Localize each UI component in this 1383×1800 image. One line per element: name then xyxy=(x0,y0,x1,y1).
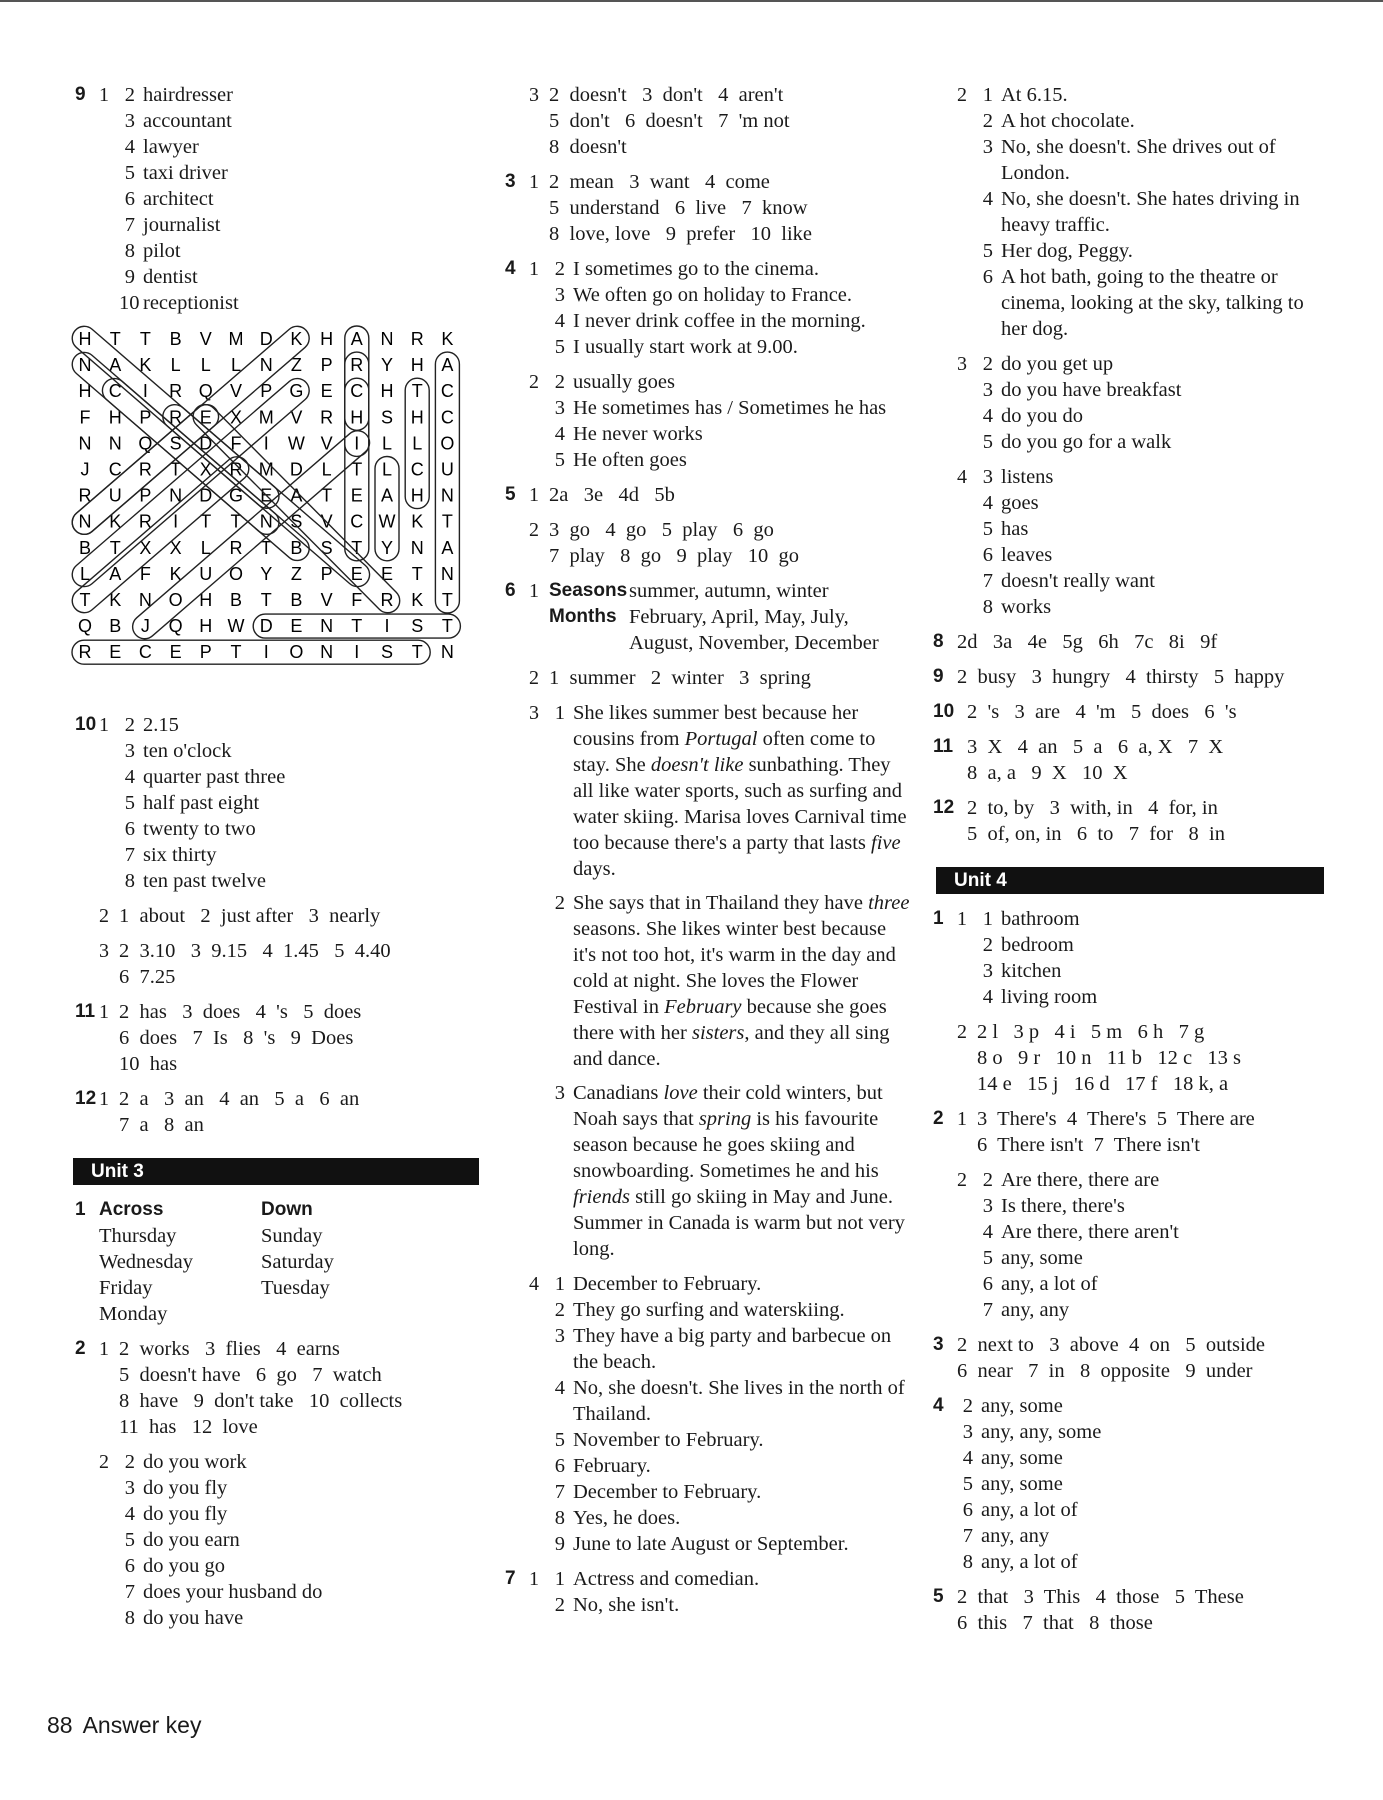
grid-letter: C xyxy=(350,511,364,532)
grid-letter: C xyxy=(108,459,122,480)
grid-letter: H xyxy=(320,329,334,349)
grid-letter: B xyxy=(169,329,182,349)
grid-letter: B xyxy=(78,537,92,558)
grid-letter: S xyxy=(320,537,333,558)
grid-letter: N xyxy=(320,642,334,663)
grid-letter: I xyxy=(173,511,179,532)
grid-letter: C xyxy=(138,642,152,663)
exercise-9 xyxy=(75,82,475,316)
grid-letter: V xyxy=(320,433,333,454)
grid-letter: L xyxy=(321,459,332,480)
exercise-7-part-4: 4 3 listens 4 goes 5 has 6 leaves 7 doesn't really want 8 works xyxy=(957,466,1155,618)
grid-letter: R xyxy=(410,329,424,349)
grid-letter: H xyxy=(410,355,424,376)
answer-list xyxy=(119,82,475,316)
grid-letter: P xyxy=(139,485,152,506)
exercise-10: 10 1 2 2.15 3 ten o'clock 4 quarter past three 5 half past eight 6 twenty to two 7 six thirty 8 ten past twelve xyxy=(75,712,475,894)
grid-letter: I xyxy=(263,433,269,454)
grid-letter: E xyxy=(350,485,363,506)
grid-letter: T xyxy=(79,590,91,610)
exercise-12: 12 1 2 a 3 an 4 an 5 a 6 an 7 a 8 an xyxy=(75,1088,360,1136)
grid-letter: V xyxy=(320,590,333,610)
list-item: 8 ten past twelve xyxy=(124,870,266,892)
grid-letter: T xyxy=(230,511,242,532)
grid-letter: N xyxy=(259,511,273,532)
grid-letter: B xyxy=(109,616,122,637)
grid-letter: N xyxy=(320,616,334,637)
exercise-8: 8 2d 3a 4e 5g 6h 7c 8i 9f xyxy=(933,631,1218,653)
grid-letter: E xyxy=(380,563,394,584)
exercise-11: 11 3 X 4 an 5 a 6 a, X 7 X 8 a, a 9 X 10 X xyxy=(933,736,1224,784)
word-search-grid xyxy=(70,325,465,700)
grid-letter: U xyxy=(199,563,213,584)
grid-letter: H xyxy=(410,485,424,506)
grid-letter: X xyxy=(169,537,182,558)
exercise-7: 7 1 1 Actress and comedian. 2 No, she isn't. xyxy=(505,1568,760,1616)
answer-loop xyxy=(72,640,430,664)
grid-letter: R xyxy=(229,537,243,558)
grid-letter: R xyxy=(78,642,92,663)
list-item: 7 journalist xyxy=(124,214,221,236)
grid-letter: V xyxy=(320,511,333,532)
down-label: Down xyxy=(261,1199,313,1220)
word-search-svg xyxy=(70,325,465,700)
grid-letter: N xyxy=(440,485,454,506)
grid-letter: M xyxy=(258,459,274,480)
grid-letter: A xyxy=(441,537,454,558)
grid-letter: P xyxy=(320,355,333,376)
grid-letter: N xyxy=(440,642,454,663)
grid-letter: D xyxy=(259,329,273,349)
grid-letter: N xyxy=(410,537,424,558)
exercise-12: 12 2 to, by 3 with, in 4 for, in 5 of, on, in 6 to 7 for 8 in xyxy=(933,797,1225,845)
grid-letter: K xyxy=(109,511,122,532)
grid-letter: W xyxy=(227,616,245,637)
grid-letter: Y xyxy=(380,537,394,558)
grid-letter: N xyxy=(108,433,122,454)
grid-letter: D xyxy=(289,459,303,480)
u4-exercise-1: 1 1 1 bathroom 2 bedroom 3 kitchen 4 living room xyxy=(933,908,1098,1008)
grid-letter: X xyxy=(199,459,212,480)
exercise-10: 10 2 's 3 are 4 'm 5 does 6 's xyxy=(933,701,1237,723)
grid-letter: O xyxy=(228,563,244,584)
grid-letter: N xyxy=(380,329,394,349)
grid-letter: R xyxy=(380,590,394,610)
grid-letter: M xyxy=(228,329,244,349)
u4-exercise-1-part-2: 2 2 l 3 p 4 i 5 m 6 h 7 g 8 o 9 r 10 n 11 b 12 c 13 s 14 e 15 j 16 d 17 f 18 k, a xyxy=(957,1021,1242,1095)
list-item: 5 taxi driver xyxy=(124,162,228,184)
grid-letter: K xyxy=(139,355,152,376)
grid-letter: O xyxy=(289,642,304,663)
u4-exercise-3: 3 2 next to 3 above 4 on 5 outside 6 near 7 in 8 opposite 9 under xyxy=(933,1334,1266,1382)
grid-letter: T xyxy=(441,590,453,610)
grid-letter: T xyxy=(109,537,121,558)
grid-letter: G xyxy=(228,485,244,506)
grid-letter: K xyxy=(169,563,182,584)
grid-letter: D xyxy=(259,616,273,637)
grid-letter: H xyxy=(78,329,92,349)
list-item: 2 hairdresser xyxy=(124,84,233,106)
grid-letter: B xyxy=(229,590,243,610)
exercise-11: 11 1 2 has 3 does 4 's 5 does 6 does 7 Is 8 's 9 Does 10 has xyxy=(75,1001,362,1075)
grid-letter: T xyxy=(170,459,182,480)
list-item: 6 architect xyxy=(124,188,214,210)
grid-letter: K xyxy=(411,590,424,610)
grid-letter: Q xyxy=(198,381,213,402)
grid-letter: H xyxy=(350,407,364,428)
grid-letter: W xyxy=(378,511,396,532)
column-3 xyxy=(933,82,1333,1645)
grid-letter: T xyxy=(411,381,423,402)
grid-letter: L xyxy=(381,459,393,480)
grid-letter: L xyxy=(412,433,423,454)
grid-letter: A xyxy=(350,329,363,349)
grid-letter: R xyxy=(169,407,183,428)
grid-letter: I xyxy=(354,433,360,454)
grid-letter: E xyxy=(199,407,212,428)
list-item: 2 2.15 xyxy=(124,714,179,736)
grid-letter: N xyxy=(78,511,92,532)
grid-letter: N xyxy=(440,563,454,584)
grid-letter: L xyxy=(200,537,211,558)
grid-letter: L xyxy=(381,433,393,454)
answer-loop xyxy=(188,400,405,618)
grid-letter: R xyxy=(169,381,183,402)
grid-letter: T xyxy=(321,485,333,506)
page-number: 88 xyxy=(47,1712,73,1738)
grid-letter: K xyxy=(109,590,122,610)
list-item: 3 ten o'clock xyxy=(124,740,232,762)
grid-letter: E xyxy=(109,642,122,663)
grid-letter: T xyxy=(441,511,453,532)
grid-letter: W xyxy=(287,433,305,454)
grid-letter: T xyxy=(351,616,363,637)
grid-letter: A xyxy=(290,485,303,506)
grid-letter: S xyxy=(290,511,303,532)
grid-letter: E xyxy=(350,563,363,584)
grid-letter: Q xyxy=(138,433,153,454)
exercise-number: 9 xyxy=(75,84,86,105)
exercise-4-part-2: 2 2 usually goes 3 He sometimes has / Sometimes he has 4 He never works 5 He often goes xyxy=(529,371,887,471)
grid-letter: J xyxy=(140,616,150,637)
exercise-10-part-2: 2 1 about 2 just after 3 nearly xyxy=(99,905,381,927)
grid-letter: I xyxy=(384,616,390,637)
exercise-6-part-4: 4 1 December to February. 2 They go surfing and waterskiing. 3 They have a big party and barbecue on the beach. 4 No, she doesn't. She lives in the north of Thailand. 5 November to February. 6 February. 7 December to February. 8 Yes, he does. 9 June to late August or September. xyxy=(529,1273,905,1555)
grid-letter: A xyxy=(380,485,394,506)
exercise-7-part-2: 2 1 At 6.15. 2 A hot chocolate. 3 No, she doesn't. She drives out of London. 4 No, she doesn't. She hates driving in heavy traffic. 5 Her dog, Peggy. 6 A hot bath, going to the theatre or cinema, looking at the sky, talking to her dog. xyxy=(957,84,1304,340)
grid-letter: I xyxy=(142,381,148,402)
grid-letter: A xyxy=(109,563,122,584)
exercise-2: 2 1 2 works 3 flies 4 earns 5 doesn't have 6 go 7 watch 8 have 9 don't take 10 collects 11 has 12 love xyxy=(75,1338,403,1438)
footer-title: Answer key xyxy=(82,1712,202,1738)
exercise-2-part-2: 2 2 do you work 3 do you fly 4 do you fly 5 do you earn 6 do you go 7 does your husband do 8 do you have xyxy=(99,1451,323,1629)
grid-letter: S xyxy=(380,642,394,663)
grid-letter: E xyxy=(260,485,273,506)
grid-letter: T xyxy=(411,563,423,584)
grid-letter: R xyxy=(138,459,152,480)
grid-letter: T xyxy=(200,511,212,532)
top-rule xyxy=(0,0,1383,2)
grid-letter: N xyxy=(78,355,92,376)
grid-letter: S xyxy=(169,433,182,454)
grid-letter: C xyxy=(440,407,454,428)
page-footer xyxy=(47,1712,211,1739)
u4-exercise-2: 2 1 3 There's 4 There's 5 There are 6 There isn't 7 There isn't xyxy=(933,1108,1255,1156)
grid-letter: F xyxy=(139,563,151,584)
grid-letter: T xyxy=(411,642,423,663)
grid-letter: F xyxy=(230,433,242,454)
answer-loop xyxy=(70,374,314,592)
grid-letter: C xyxy=(410,459,424,480)
grid-letter: T xyxy=(351,537,363,558)
grid-letter: T xyxy=(441,616,453,637)
u4-exercise-5: 5 2 that 3 This 4 those 5 These 6 this 7 that 8 those xyxy=(933,1586,1244,1634)
u4-exercise-2-part-2: 2 2 Are there, there are 3 Is there, there's 4 Are there, there aren't 5 any, some 6 any, a lot of 7 any, any xyxy=(957,1169,1179,1321)
grid-letter: A xyxy=(109,355,122,376)
grid-letter: P xyxy=(320,563,333,584)
grid-letter: S xyxy=(380,407,394,428)
grid-letter: P xyxy=(260,381,273,402)
grid-letter: K xyxy=(411,511,424,532)
list-item: 7 six thirty xyxy=(124,844,217,866)
grid-letter: H xyxy=(78,381,92,402)
exercise-6-part-3: 3 1 She likes summer best because her cousins from Portugal often come to stay. She doesn't like sunbathing. They all like water sports, such as surfing and water skiing. Marisa loves Carnival time too because there's a party that lasts five days. 2 She says that in Thailand they have three seasons. She likes winter best because it's not too hot, it's warm in the day and cold at night. She loves the Flower Festival in February because she goes there with her sisters, and they all sing and dance. 3 Canadians love their cold winters, but Noah says that spring is his favourite season because he goes skiing and snowboarding. Sometimes he and his friends still go skiing in May and June. Summer in Canada is warm but not very long. xyxy=(529,702,910,1260)
grid-letter: L xyxy=(79,563,91,584)
exercise-4: 4 1 2 I sometimes go to the cinema. 3 We often go on holiday to France. 4 I never drink coffee in the morning. 5 I usually start work at 9.00. xyxy=(505,258,866,358)
grid-letter: T xyxy=(230,642,242,663)
list-item: 4 quarter past three xyxy=(124,766,286,788)
grid-letter: N xyxy=(78,433,92,454)
exercise-7-part-3: 3 2 do you get up 3 do you have breakfast 4 do you do 5 do you go for a walk xyxy=(957,353,1182,453)
grid-letter: K xyxy=(290,329,303,349)
exercise-6: 6 1 Seasons summer, autumn, winter Months February, April, May, July, August, November, December xyxy=(505,580,879,654)
column-2 xyxy=(505,82,910,1627)
grid-letter: R xyxy=(138,511,152,532)
grid-letter: A xyxy=(441,355,454,376)
grid-letter: F xyxy=(351,590,363,610)
grid-letter: O xyxy=(168,590,183,610)
grid-letter: L xyxy=(230,355,242,376)
grid-letter: I xyxy=(354,642,360,663)
grid-letter: N xyxy=(259,355,273,376)
list-item: 4 lawyer xyxy=(124,136,199,158)
grid-letter: G xyxy=(289,381,304,402)
grid-letter: X xyxy=(229,407,243,428)
grid-letter: U xyxy=(108,485,122,506)
grid-letter: H xyxy=(410,407,424,428)
grid-letter: H xyxy=(380,381,394,402)
grid-letter: T xyxy=(351,459,363,480)
answer-list xyxy=(119,712,475,894)
grid-letter: M xyxy=(258,407,274,428)
grid-letter: Q xyxy=(168,616,183,637)
grid-letter: T xyxy=(260,537,272,558)
part-number: 1 xyxy=(99,84,109,106)
unit-4-heading: Unit 4 xyxy=(936,867,1324,894)
grid-letter: V xyxy=(229,381,243,402)
grid-letter: T xyxy=(260,590,272,610)
list-item: 10 receptionist xyxy=(119,292,239,314)
grid-letter: N xyxy=(138,590,152,610)
exercise-1-crossword: 1 Across Thursday Wednesday Friday Monday Down Sunday Saturday Tuesday xyxy=(75,1197,475,1327)
u4-exercise-4: 4 2 any, some 3 any, any, some 4 any, some 5 any, some 6 any, a lot of 7 any, any 8 any, a lot of xyxy=(933,1395,1102,1573)
grid-letter: L xyxy=(170,355,181,376)
grid-letter: H xyxy=(199,590,213,610)
answer-loop xyxy=(128,426,375,644)
grid-letter: Z xyxy=(290,563,302,584)
grid-letter: K xyxy=(441,329,454,349)
exercise-10-part-3: 3 2 3.10 3 9.15 4 1.45 5 4.40 6 7.25 xyxy=(99,940,391,988)
grid-letter: H xyxy=(199,616,213,637)
grid-letter: Y xyxy=(260,563,273,584)
grid-letter: P xyxy=(199,642,212,663)
grid-letter: X xyxy=(139,537,152,558)
exercise-3: 3 1 2 mean 3 want 4 come 5 understand 6 live 7 know 8 love, love 9 prefer 10 like xyxy=(505,171,813,245)
grid-letter: T xyxy=(139,329,151,349)
grid-letter: N xyxy=(169,485,183,506)
grid-letter: I xyxy=(263,642,269,663)
grid-letter: L xyxy=(200,355,211,376)
grid-letter: V xyxy=(290,407,303,428)
grid-letter: B xyxy=(290,537,303,558)
list-item: 3 accountant xyxy=(124,110,232,132)
grid-letter: U xyxy=(440,459,454,480)
exercise-5-part-2: 2 3 go 4 go 5 play 6 go 7 play 8 go 9 play 10 go xyxy=(529,519,799,567)
across-label: Across xyxy=(99,1199,164,1220)
list-item: 5 half past eight xyxy=(124,792,260,814)
grid-letter: B xyxy=(290,590,303,610)
grid-letter: E xyxy=(320,381,333,402)
grid-letter: T xyxy=(109,329,121,349)
grid-letter: Z xyxy=(290,355,302,376)
list-item: 9 dentist xyxy=(124,266,198,288)
grid-letter: P xyxy=(139,407,152,428)
exercise-9: 9 2 busy 3 hungry 4 thirsty 5 happy xyxy=(933,666,1285,688)
grid-letter: C xyxy=(350,381,364,402)
unit-3-heading: Unit 3 xyxy=(73,1158,479,1185)
grid-letter: R xyxy=(229,459,243,480)
grid-letter: D xyxy=(199,433,213,454)
grid-letter: H xyxy=(108,407,122,428)
grid-letter: C xyxy=(108,381,122,402)
grid-letter: D xyxy=(199,485,213,506)
grid-letter: S xyxy=(411,616,424,637)
exercise-2-part-3: 3 2 doesn't 3 don't 4 aren't 5 don't 6 doesn't 7 'm not 8 doesn't xyxy=(529,84,790,158)
grid-letter: F xyxy=(79,407,91,428)
grid-letter: Q xyxy=(77,616,93,637)
grid-letter: V xyxy=(199,329,212,349)
grid-letter: R xyxy=(350,355,364,376)
grid-letter: C xyxy=(440,381,454,402)
grid-letter: E xyxy=(290,616,303,637)
grid-letter: R xyxy=(78,485,92,506)
grid-letter: R xyxy=(320,407,334,428)
grid-letter: Y xyxy=(380,355,394,376)
grid-letter: J xyxy=(80,459,90,480)
list-item: 8 pilot xyxy=(124,240,181,262)
grid-letter: O xyxy=(440,433,455,454)
exercise-6-part-2: 2 1 summer 2 winter 3 spring xyxy=(529,667,811,689)
exercise-5: 5 1 2a 3e 4d 5b xyxy=(505,484,675,506)
list-item: 6 twenty to two xyxy=(124,818,256,840)
column-1 xyxy=(75,82,475,1640)
grid-letter: E xyxy=(169,642,182,663)
